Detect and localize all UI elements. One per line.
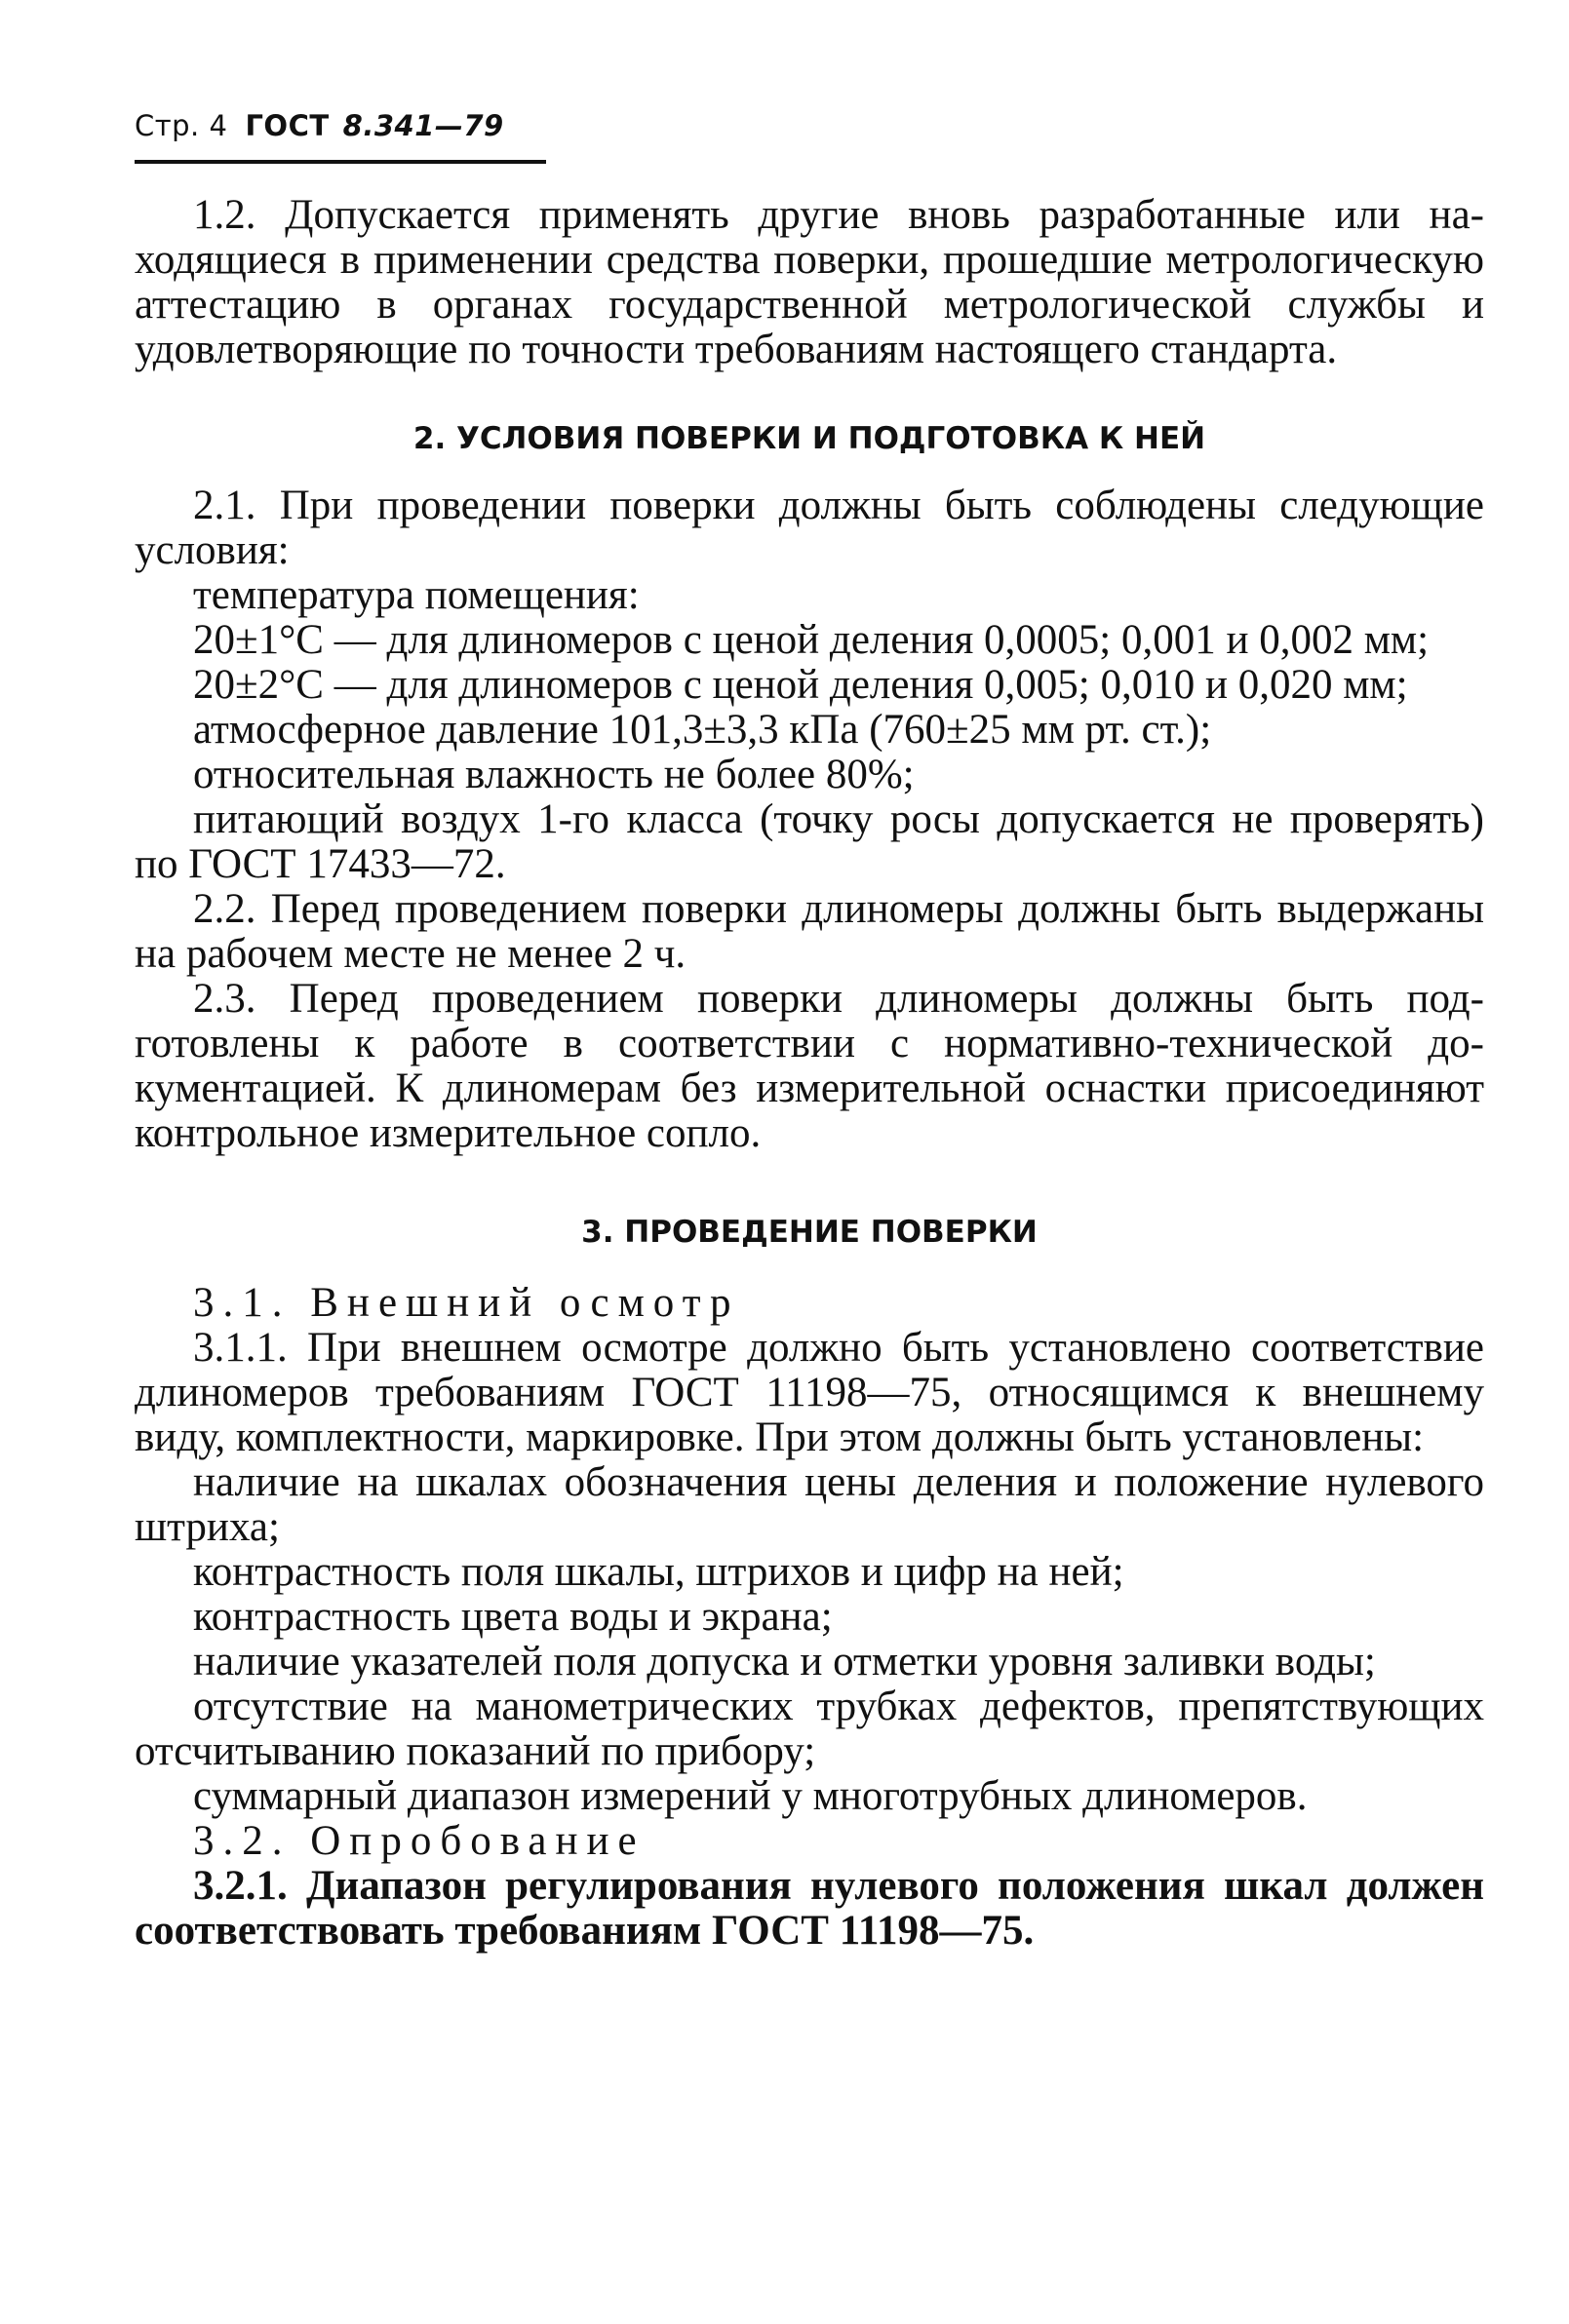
paragraph-3-1-1-c: контрастность цвета воды и экрана;: [193, 1594, 833, 1640]
paragraph-2-1-pressure: атмосферное давление 101,3±3,3 кПа (760±25 мм рт. ст.);: [193, 707, 1212, 753]
paragraph-3-1-1: 3.1.1. При внешнем осмотре должно быть установлено соответствие длиномеров требованиям ГОСТ 11198—75, относящимся к внешнему виду, комплектности, маркировке. При этом должны быть установлены:: [135, 1325, 1484, 1460]
paragraph-3-1-1-f: суммарный диапазон измерений у многотрубных длиномеров.: [193, 1773, 1308, 1819]
paragraph-2-1-temperature: температура помещения:: [193, 572, 640, 618]
paragraph-2-1-humidity: относительная влажность не более 80%;: [193, 752, 915, 797]
paragraph-3-1-1-b: контрастность поля шкалы, штрихов и цифр на ней;: [193, 1549, 1124, 1595]
standard-number: 8.341—79: [342, 109, 504, 142]
page-header: [135, 109, 504, 142]
paragraph-2-2: 2.2. Перед проведением поверки длиномеры должны быть выдержаны на рабочем месте не менее 2 ч.: [135, 886, 1484, 977]
paragraph-3-1-1-a: наличие на шкалах обозначения цены деления и положение нулевого штриха;: [135, 1459, 1484, 1550]
paragraph-3-1-1-e: отсутствие на манометрических трубках дефектов, препятствующих отсчитыванию показаний по прибору;: [135, 1684, 1484, 1774]
document-body: [135, 193, 1484, 1954]
section-2-title: 2. УСЛОВИЯ ПОВЕРКИ И ПОДГОТОВКА К НЕЙ: [412, 421, 1206, 456]
paragraph-3-2-1: 3.2.1. Диапазон регулирования нулевого положения шкал должен соответствовать требованиям ГОСТ 11198—75.: [135, 1863, 1484, 1954]
paragraph-2-1-air: питающий воздух 1-го класса (точку росы допускается не проверять) по ГОСТ 17433—72.: [135, 796, 1484, 887]
paragraph-2-1-temp-2: 20±2°С — для длиномеров с ценой деления 0,005; 0,010 и 0,020 мм;: [193, 662, 1408, 708]
paragraph-1-2: 1.2. Допускается применять другие вновь разработанные или находящиеся в применении средства поверки, прошедшие метрологическую аттестацию в органах государственной метрологической службы и удовлетворяющие по точности требованиям настоящего стандарта.: [135, 192, 1484, 372]
page-label: Стр. 4: [135, 109, 228, 142]
paragraph-3-1-1-d: наличие указателей поля допуска и отметки уровня заливки воды;: [193, 1639, 1376, 1685]
section-3-title: 3. ПРОВЕДЕНИЕ ПОВЕРКИ: [581, 1215, 1038, 1250]
paragraph-2-1: 2.1. При проведении поверки должны быть соблюдены следующие условия:: [135, 483, 1484, 573]
paragraph-3-1: 3.1. Внешний осмотр: [193, 1280, 740, 1326]
paragraph-2-3: 2.3. Перед проведением поверки длиномеры должны быть подготовлены к работе в соответствии с нормативно-технической документацией. К длиномерам без измерительной оснастки присоединяют контрольное измерительное сопло.: [135, 976, 1484, 1156]
standard-label: ГОСТ: [245, 109, 330, 142]
paragraph-3-2: 3.2. Опробование: [193, 1818, 646, 1864]
paragraph-2-1-temp-1: 20±1°С — для длиномеров с ценой деления 0,0005; 0,001 и 0,002 мм;: [193, 617, 1430, 663]
header-rule: [135, 160, 546, 164]
